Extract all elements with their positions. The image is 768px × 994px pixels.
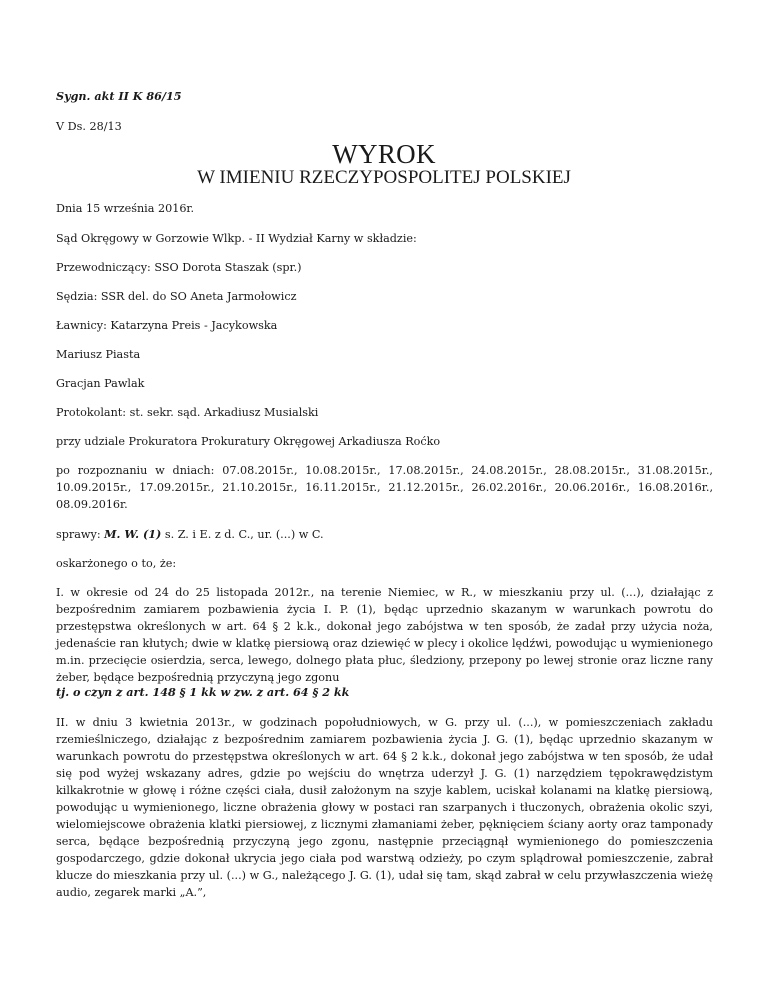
charge-2: II. w dniu 3 kwietnia 2013r., w godzinach popołudniowych, w G. przy ul. (...), w pomieszczeniach zakładu rzemieślniczego, działając z bezpośrednim zamiarem pozbawienia życia J. G. (1), będąc uprzednio skazanym w warunkach powrotu do przestępstwa określonych w art. 64 § 2 k.k., dokonał jego zabójstwa w ten sposób, że udał się pod wyżej wskazany adres, gdzie po wejściu do wnętrza uderzył J. G. (1) narzędziem tępokrawędzistym kilkakrotnie w głowę i różne części ciała, dusił założonym na szyje kablem, uciskał kolanami na klatkę piersiową, powodując u wymienionego, liczne obrażenia głowy w postaci ran szarpanych i tłuczonych, obrażenia okolic szyi, wielomiejscowe obrażenia klatki piersiowej, z licznymi złamaniami żeber, pęknięciem ściany aorty oraz tamponady serca, będące bezpośrednią przyczyną jego zgonu, następnie przeciągnął wymienionego do pomieszczenia gospodarczego, gdzie dokonał ukrycia jego ciała pod warstwą odzieży, po czym splądrował pomieszczenie, zabrał klucze do mieszkania przy ul. (...) w G., należącego J. G. (1), udał się tam, skąd zabrał w celu przywłaszczenia wieżę audio, zegarek marki „A.”, (56, 716, 713, 899)
defendant-details: s. Z. i E. z d. C., ur. (...) w C. (161, 528, 324, 541)
lay-judge-pawlak: Gracjan Pawlak (56, 377, 145, 390)
case-prefix: sprawy: (56, 528, 105, 541)
document-title: WYROK (332, 139, 436, 169)
judge: Sędzia: SSR del. do SO Aneta Jarmołowicz (56, 290, 297, 303)
case-signature: Sygn. akt II K 86/15 (56, 89, 182, 103)
judgment-date: Dnia 15 września 2016r. (56, 202, 195, 215)
presiding-judge: Przewodniczący: SSO Dorota Staszak (spr.) (56, 261, 302, 274)
lay-judge-piasta: Mariusz Piasta (56, 348, 141, 361)
charge-1-qualification: tj. o czyn z art. 148 § 1 kk w zw. z art. 64 § 2 kk (56, 685, 350, 699)
charge-1: I. w okresie od 24 do 25 listopada 2012r., na terenie Niemiec, w R., w mieszkaniu przy ul. (...), działając z bezpośrednim zamiarem pozbawienia życia I. P. (1), będąc uprzednio skazanym w warunkach powrotu do przestępstwa określonych w art. 64 § 2 k.k., dokonał jego zabójstwa w ten sposób, że zadał przy użycia noża, jedenaście ran kłutych; dwie w klatkę piersiową oraz dziewięć w plecy i okolice lędźwi, powodując u wymienionego m.in. przecięcie osierdzia, serca, lewego, dolnego płata płuc, śledziony, przepony po lewej stronie oraz liczne rany żeber, będące bezpośrednią przyczyną jego zgonu (56, 586, 713, 684)
prosecution-reference: V Ds. 28/13 (56, 120, 122, 133)
court-clerk: Protokolant: st. sekr. sąd. Arkadiusz Musialski (56, 406, 319, 419)
hearing-dates: po rozpoznaniu w dniach: 07.08.2015r., 10.08.2015r., 17.08.2015r., 24.08.2015r., 28.08.2015r., 31.08.2015r., 10.09.2015r., 17.09.2015r., 21.10.2015r., 16.11.2015r., 21.12.2015r., 26.02.2016r., 20.06.2016r., 16.08.2016r., 08.09.2016r. (56, 464, 713, 511)
court-composition: Sąd Okręgowy w Gorzowie Wlkp. - II Wydział Karny w składzie: (56, 232, 417, 245)
accused-of: oskarżonego o to, że: (56, 557, 177, 570)
defendant-name: M. W. (1) (104, 527, 162, 541)
case-line (56, 526, 713, 543)
document-subtitle: W IMIENIU RZECZYPOSPOLITEJ POLSKIEJ (197, 167, 571, 188)
lay-judges: Ławnicy: Katarzyna Preis - Jacykowska (56, 319, 278, 332)
prosecutor: przy udziale Prokuratora Prokuratury Okręgowej Arkadiusza Roćko (56, 435, 441, 448)
